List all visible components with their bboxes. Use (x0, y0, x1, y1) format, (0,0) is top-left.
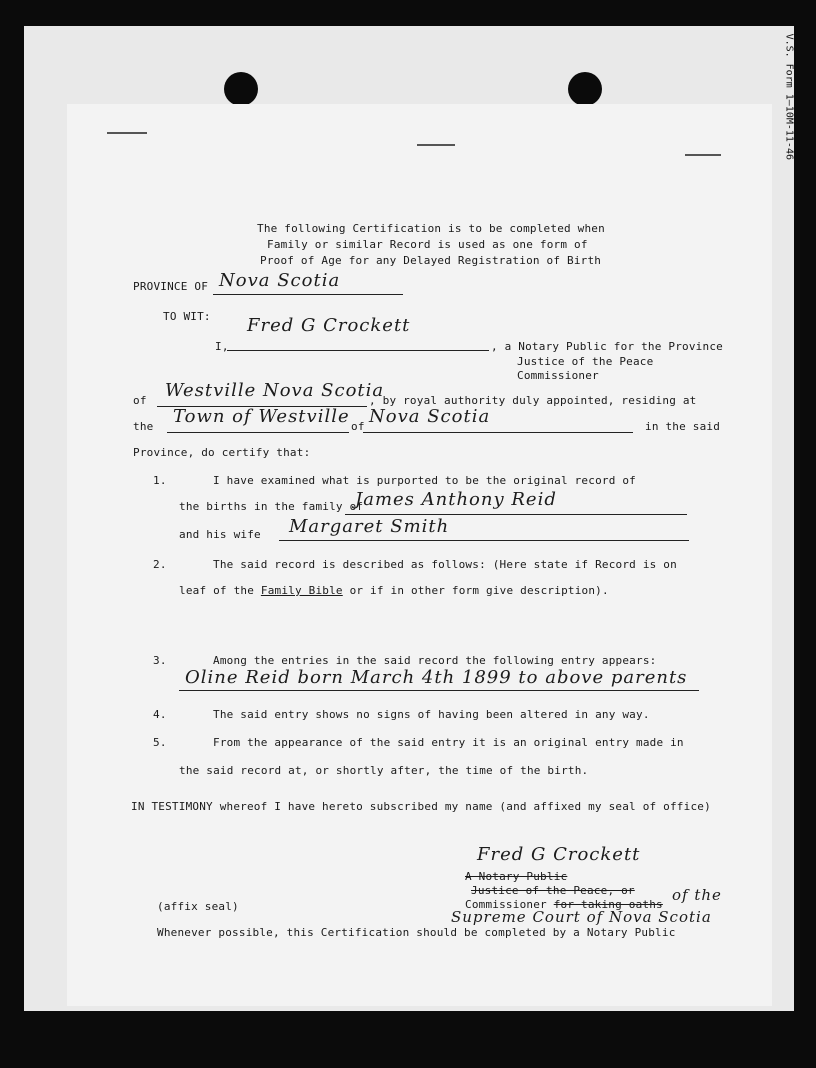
role-justice-peace: Justice of the Peace, or (471, 884, 635, 897)
of-label-2: of (351, 420, 365, 433)
form-number: V.S. Form 1—10M-11-46 (783, 33, 794, 160)
family-bible-text: Family Bible (260, 584, 343, 597)
birth-entry: Oline Reid born March 4th 1899 to above parents (185, 667, 688, 688)
role-commissioner-struck: for taking oaths (553, 898, 663, 911)
item-1-line-1: I have examined what is purported to be the original record of (213, 474, 636, 487)
appointed-text: , by royal authority duly appointed, residing at (369, 394, 697, 407)
item-1-number: 1. (153, 474, 167, 487)
notary-name-line (227, 350, 489, 351)
in-the-said: in the said (645, 420, 721, 433)
mother-name: Margaret Smith (289, 516, 450, 537)
notary-name: Fred G Crockett (247, 315, 411, 336)
item-5-line-2: the said record at, or shortly after, the time of the birth. (179, 764, 589, 777)
item-1-line-2: the births in the family of (179, 500, 364, 513)
role-commissioner-a: Commissioner (465, 898, 554, 911)
fold-mark (685, 154, 721, 156)
certification-form (67, 104, 772, 1006)
item-5-number: 5. (153, 736, 167, 749)
item-4-line-1: The said entry shows no signs of having been altered in any way. (213, 708, 650, 721)
notary-role-line-2: Justice of the Peace (517, 355, 654, 368)
item-2-number: 2. (153, 558, 167, 571)
to-wit-label: TO WIT: (163, 310, 211, 323)
header-line-3: Proof of Age for any Delayed Registration of Birth (260, 254, 602, 267)
punch-hole-left (224, 72, 258, 106)
wife-label: and his wife (179, 528, 261, 541)
of-label: of (133, 394, 147, 407)
of-value: Westville Nova Scotia (165, 380, 385, 401)
fold-mark (417, 144, 455, 146)
header-line-2: Family or similar Record is used as one form of (267, 238, 588, 251)
punch-hole-right (568, 72, 602, 106)
item-4-number: 4. (153, 708, 167, 721)
mother-line (279, 540, 689, 541)
notary-role-line-1: , a Notary Public for the Province (491, 340, 723, 353)
birth-entry-line (179, 690, 699, 691)
notary-signature: Fred G Crockett (477, 844, 641, 865)
province-value: Nova Scotia (219, 270, 341, 291)
province-label: PROVINCE OF (133, 280, 209, 293)
the-label: the (133, 420, 154, 433)
footer-note: Whenever possible, this Certification should be completed by a Notary Public (157, 926, 676, 939)
fold-mark (107, 132, 147, 134)
residence-line (167, 432, 349, 433)
item-2-line-2-a: leaf of the (179, 584, 261, 597)
residence-value: Town of Westville (173, 406, 350, 427)
item-3-number: 3. (153, 654, 167, 667)
residence-province-line (363, 432, 633, 433)
notary-role-line-3: Commissioner (517, 369, 599, 382)
header-line-1: The following Certification is to be completed when (257, 222, 605, 235)
affix-seal: (affix seal) (157, 900, 239, 913)
court-handwritten: Supreme Court of Nova Scotia (451, 908, 712, 926)
father-line (345, 514, 687, 515)
item-2-line-2-c: or if in other form give description). (342, 584, 609, 597)
item-3-line-1: Among the entries in the said record the following entry appears: (213, 654, 657, 667)
item-5-line-1: From the appearance of the said entry it is an original entry made in (213, 736, 684, 749)
residence-province: Nova Scotia (369, 406, 491, 427)
item-2-line-1: The said record is described as follows: (Here state if Record is on (213, 558, 677, 571)
testimony-text: IN TESTIMONY whereof I have hereto subscribed my name (and affixed my seal of office) (131, 800, 711, 813)
role-notary-public: A Notary Public (465, 870, 568, 883)
item-2-line-2 (179, 584, 609, 597)
i-label: I, (215, 340, 229, 353)
commissioner-handwritten: of the (672, 886, 722, 904)
father-name: James Anthony Reid (355, 489, 557, 510)
province-certify: Province, do certify that: (133, 446, 311, 459)
province-line (213, 294, 403, 295)
